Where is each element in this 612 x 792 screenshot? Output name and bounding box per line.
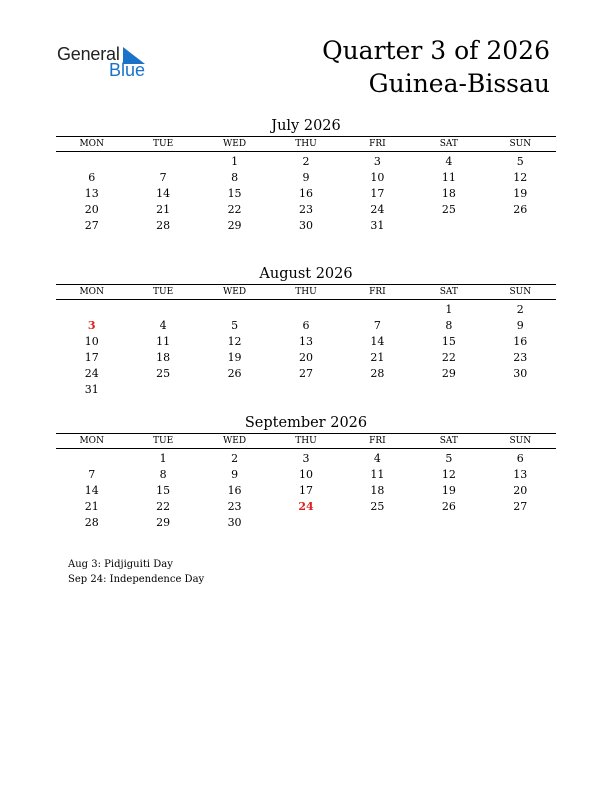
day-cell: 29 (156, 516, 171, 529)
weekday-header-row (56, 284, 556, 300)
day-cell (56, 302, 127, 318)
day-cell: 23 (513, 351, 528, 364)
weekday-header: MON (79, 287, 104, 297)
day-cell: 29 (441, 367, 456, 380)
day-grid (56, 154, 556, 234)
weekday-header: SUN (509, 436, 532, 446)
weekday-header: THU (295, 139, 317, 149)
holiday-notes (68, 558, 204, 587)
day-cell: 2 (302, 155, 310, 168)
month-september (56, 413, 556, 531)
day-cell: 14 (370, 335, 385, 348)
day-cell: 20 (513, 484, 528, 497)
day-cell: 21 (370, 351, 385, 364)
day-cell: 26 (513, 203, 528, 216)
day-cell: 5 (445, 452, 453, 465)
day-grid (56, 451, 556, 531)
day-cell (485, 382, 556, 398)
day-cell (413, 218, 484, 234)
day-cell: 28 (84, 516, 99, 529)
holiday-day-cell: 3 (87, 319, 96, 332)
day-cell: 18 (156, 351, 171, 364)
day-cell: 26 (441, 500, 456, 513)
day-cell: 24 (84, 367, 99, 380)
day-cell: 19 (441, 484, 456, 497)
day-cell: 21 (84, 500, 99, 513)
day-cell (270, 515, 341, 531)
day-cell (199, 382, 270, 398)
day-cell: 27 (84, 219, 99, 232)
day-cell: 27 (298, 367, 313, 380)
day-cell: 28 (370, 367, 385, 380)
day-cell: 14 (84, 484, 99, 497)
day-cell: 8 (159, 468, 167, 481)
day-cell: 15 (156, 484, 171, 497)
day-cell: 13 (298, 335, 313, 348)
weekday-header: FRI (369, 139, 386, 149)
day-cell (270, 382, 341, 398)
day-cell (413, 382, 484, 398)
day-cell: 18 (370, 484, 385, 497)
weekday-header: SAT (439, 436, 458, 446)
day-cell: 4 (159, 319, 167, 332)
weekday-header: TUE (153, 139, 174, 149)
day-cell: 6 (302, 319, 310, 332)
weekday-header: SAT (439, 287, 458, 297)
day-cell: 10 (84, 335, 99, 348)
logo (57, 44, 167, 84)
weekday-header: FRI (369, 436, 386, 446)
day-grid (56, 302, 556, 398)
day-cell: 6 (88, 171, 96, 184)
day-cell: 4 (373, 452, 381, 465)
month-title: August 2026 (259, 266, 353, 282)
day-cell: 11 (370, 468, 385, 481)
day-cell: 18 (441, 187, 456, 200)
day-cell: 3 (373, 155, 381, 168)
weekday-header: SUN (509, 287, 532, 297)
month-july (56, 116, 556, 234)
day-cell: 9 (231, 468, 239, 481)
day-cell: 10 (298, 468, 313, 481)
day-cell: 11 (441, 171, 456, 184)
day-cell: 8 (445, 319, 453, 332)
day-cell: 7 (373, 319, 381, 332)
weekday-header-row (56, 136, 556, 152)
day-cell: 22 (441, 351, 456, 364)
day-cell: 3 (302, 452, 310, 465)
day-cell: 31 (370, 219, 385, 232)
day-cell: 12 (441, 468, 456, 481)
day-cell: 6 (516, 452, 524, 465)
month-title: July 2026 (271, 118, 341, 134)
day-cell: 31 (84, 383, 99, 396)
day-cell: 8 (231, 171, 239, 184)
day-cell (56, 154, 127, 170)
weekday-header: WED (223, 287, 247, 297)
weekday-header: THU (295, 436, 317, 446)
weekday-header-row (56, 433, 556, 449)
day-cell: 20 (298, 351, 313, 364)
day-cell: 15 (227, 187, 242, 200)
day-cell: 22 (156, 500, 171, 513)
weekday-header: SAT (439, 139, 458, 149)
weekday-header: MON (79, 139, 104, 149)
day-cell: 30 (298, 219, 313, 232)
day-cell: 30 (513, 367, 528, 380)
day-cell: 5 (231, 319, 239, 332)
day-cell: 16 (227, 484, 242, 497)
holiday-day-cell: 24 (298, 500, 314, 513)
day-cell: 17 (84, 351, 99, 364)
day-cell: 16 (298, 187, 313, 200)
day-cell (127, 302, 198, 318)
holiday-note: Aug 3: Pidjiguiti Day (68, 559, 173, 570)
day-cell: 22 (227, 203, 242, 216)
day-cell (342, 382, 413, 398)
day-cell: 26 (227, 367, 242, 380)
day-cell: 12 (513, 171, 528, 184)
day-cell: 9 (302, 171, 310, 184)
day-cell: 17 (370, 187, 385, 200)
weekday-header: TUE (153, 436, 174, 446)
day-cell: 1 (445, 303, 453, 316)
logo-text-blue: Blue (109, 60, 146, 80)
day-cell: 28 (156, 219, 171, 232)
weekday-header: THU (295, 287, 317, 297)
day-cell: 1 (231, 155, 239, 168)
day-cell: 7 (159, 171, 167, 184)
day-cell: 12 (227, 335, 242, 348)
day-cell (342, 302, 413, 318)
day-cell: 23 (227, 500, 242, 513)
country-title: Guinea-Bissau (368, 69, 550, 98)
day-cell: 25 (156, 367, 171, 380)
day-cell: 5 (516, 155, 524, 168)
month-august (56, 264, 556, 398)
day-cell: 20 (84, 203, 99, 216)
holiday-note: Sep 24: Independence Day (68, 573, 205, 585)
day-cell (199, 302, 270, 318)
month-title: September 2026 (244, 415, 368, 431)
day-cell: 25 (370, 500, 385, 513)
weekday-header: FRI (369, 287, 386, 297)
logo-text-general: General (57, 44, 120, 64)
day-cell: 29 (227, 219, 242, 232)
day-cell: 7 (88, 468, 96, 481)
day-cell: 24 (370, 203, 385, 216)
day-cell: 23 (298, 203, 313, 216)
day-cell: 2 (516, 303, 524, 316)
day-cell (485, 515, 556, 531)
day-cell: 4 (445, 155, 453, 168)
day-cell (127, 382, 198, 398)
day-cell: 13 (84, 187, 99, 200)
day-cell: 10 (370, 171, 385, 184)
day-cell: 16 (513, 335, 528, 348)
day-cell (56, 451, 127, 467)
day-cell (127, 154, 198, 170)
weekday-header: WED (223, 436, 247, 446)
weekday-header: MON (79, 436, 104, 446)
day-cell (342, 515, 413, 531)
day-cell: 21 (156, 203, 171, 216)
day-cell: 1 (159, 452, 167, 465)
day-cell: 19 (513, 187, 528, 200)
day-cell: 27 (513, 500, 528, 513)
day-cell: 19 (227, 351, 242, 364)
weekday-header: WED (223, 139, 247, 149)
day-cell: 15 (441, 335, 456, 348)
day-cell (270, 302, 341, 318)
day-cell: 25 (441, 203, 456, 216)
day-cell: 9 (516, 319, 524, 332)
day-cell: 2 (231, 452, 239, 465)
day-cell: 30 (227, 516, 242, 529)
page-title: Quarter 3 of 2026 (322, 36, 550, 65)
day-cell: 14 (156, 187, 171, 200)
day-cell: 17 (298, 484, 313, 497)
day-cell (485, 218, 556, 234)
weekday-header: SUN (509, 139, 532, 149)
day-cell: 13 (513, 468, 528, 481)
day-cell (413, 515, 484, 531)
day-cell: 11 (156, 335, 171, 348)
weekday-header: TUE (153, 287, 174, 297)
